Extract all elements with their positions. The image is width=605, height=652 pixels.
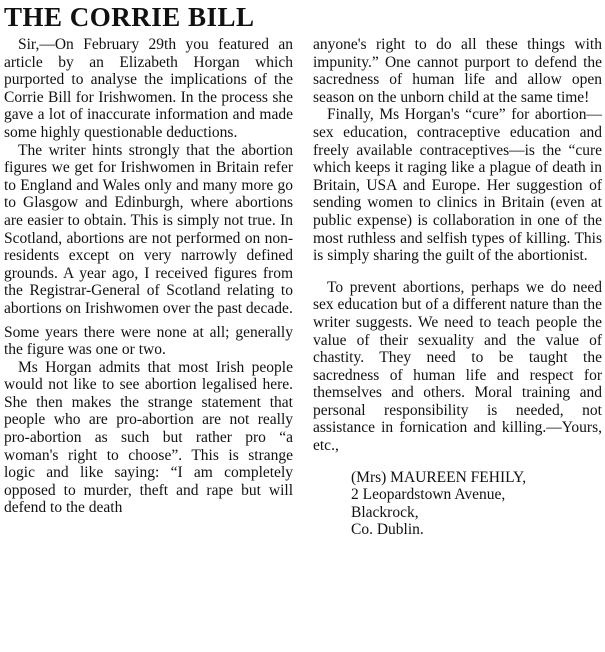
paragraph-7: To prevent abortions, perhaps we do need sex education but of a different nature than the writer suggests. We need to teach people the value of their sexuality and the value of chastity. They need to be taught the sacredness of human life and respect for themselves and others. Moral training and personal responsibility is needed, not assistance in fornication and killing.—Yours, etc.,: [313, 278, 602, 455]
paragraph-6: Finally, Ms Horgan's “cure” for abortion—sex education, contraceptive education and freely available contraceptives—is the “cure which keeps it raging like a plague of death in Britain, USA and Europe. Her suggestion of sending women to clinics in Britain (even at public expense) is collaboration in one of the most ruthless and selfish types of killing. This is simply sharing the guilt of the abortionist.: [313, 106, 602, 265]
paragraph-1: Sir,—On February 29th you featured an article by an Elizabeth Horgan which purported to analyse the implications of the Corrie Bill for Irishwomen. In the process she gave a lot of inaccurate information and made some highly questionable deductions.: [4, 36, 293, 141]
headline: THE CORRIE BILL: [4, 2, 255, 32]
paragraph-5: anyone's right to do all these things with impunity.” One cannot purport to defend the sacredness of human life and allow open season on the unborn child at the same time!: [313, 36, 602, 106]
paragraph-3: Some years there were none at all; generally the figure was one or two.: [4, 323, 293, 359]
right-column: [313, 36, 602, 539]
left-column: [4, 36, 293, 517]
paragraph-2: The writer hints strongly that the abortion figures we get for Irishwomen in Britain refer to England and Wales only and many more go to Glasgow and Edinburgh, where abortions are easier to obtain. This is simply not true. In Scotland, abortions are not performed on non-residents except on very narrowly defined grounds. A year ago, I received figures from the Registrar-General of Scotland relating to abortions on Irishwomen over the past decade.: [4, 141, 293, 317]
signature-name: (Mrs) MAUREEN FEHILY,: [351, 468, 527, 486]
signature-address-line-1: 2 Leopardstown Avenue,: [351, 486, 506, 504]
signature-address-line-3: Co. Dublin.: [351, 521, 424, 539]
signature-address-line-2: Blackrock,: [351, 503, 419, 521]
signature-block: [313, 469, 602, 539]
paragraph-4: Ms Horgan admits that most Irish people would not like to see abortion legalised here. She then makes the strange statement that people who are pro-abortion are not really pro-abortion as such but rather pro “a woman's right to choose”. This is strange logic and like saying: “I am completely opposed to murder, theft and rape but will defend to the death: [4, 358, 293, 517]
